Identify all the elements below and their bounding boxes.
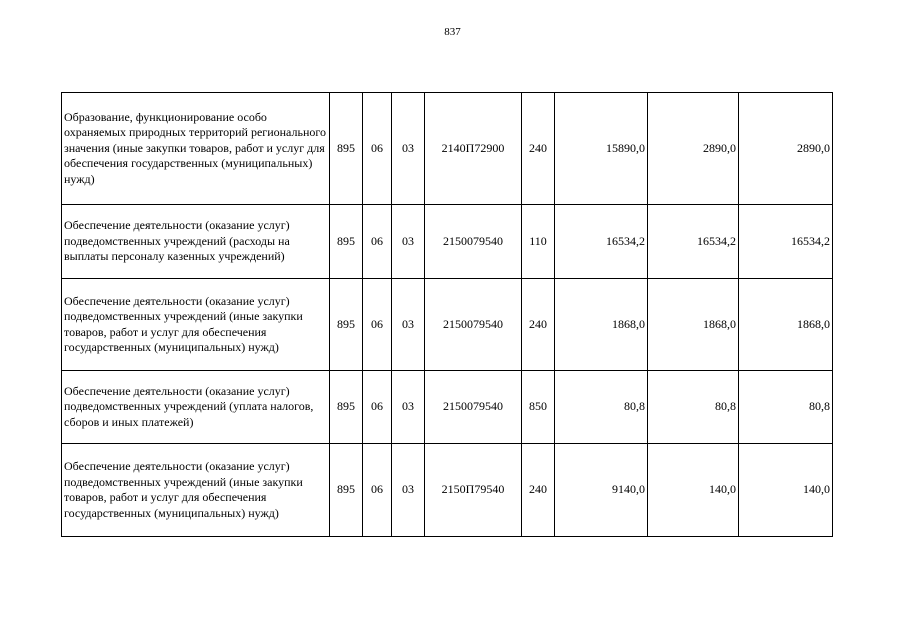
amount-2: 2890,0 [648,93,739,205]
subsection-code: 03 [392,93,425,205]
ministry-code: 895 [330,444,363,537]
row-description: Обеспечение деятельности (оказание услуг) подведомственных учреждений (иные закупки товаров, работ и услуг для обеспечения государственных (муниципальных) нужд) [62,444,330,537]
subsection-code: 03 [392,444,425,537]
subsection-code: 03 [392,205,425,279]
target-article-code: 2150П79540 [425,444,522,537]
target-article-code: 2150079540 [425,279,522,371]
table-row [62,279,833,371]
amount-3: 1868,0 [739,279,833,371]
table-row [62,93,833,205]
ministry-code: 895 [330,205,363,279]
amount-2: 1868,0 [648,279,739,371]
section-code: 06 [363,93,392,205]
amount-1: 16534,2 [555,205,648,279]
table-row [62,444,833,537]
amount-1: 9140,0 [555,444,648,537]
ministry-code: 895 [330,279,363,371]
target-article-code: 2140П72900 [425,93,522,205]
section-code: 06 [363,371,392,444]
expense-type-code: 240 [522,93,555,205]
budget-table [61,92,833,537]
subsection-code: 03 [392,371,425,444]
table-row [62,371,833,444]
page-number: 837 [444,26,461,38]
target-article-code: 2150079540 [425,205,522,279]
expense-type-code: 110 [522,205,555,279]
section-code: 06 [363,205,392,279]
amount-2: 80,8 [648,371,739,444]
section-code: 06 [363,444,392,537]
row-description: Обеспечение деятельности (оказание услуг) подведомственных учреждений (уплата налогов, сборов и иных платежей) [62,371,330,444]
amount-2: 16534,2 [648,205,739,279]
row-description: Обеспечение деятельности (оказание услуг) подведомственных учреждений (расходы на выплаты персоналу казенных учреждений) [62,205,330,279]
section-code: 06 [363,279,392,371]
amount-3: 140,0 [739,444,833,537]
amount-3: 80,8 [739,371,833,444]
amount-3: 2890,0 [739,93,833,205]
target-article-code: 2150079540 [425,371,522,444]
amount-2: 140,0 [648,444,739,537]
ministry-code: 895 [330,93,363,205]
amount-3: 16534,2 [739,205,833,279]
table-row [62,205,833,279]
amount-1: 15890,0 [555,93,648,205]
expense-type-code: 240 [522,279,555,371]
subsection-code: 03 [392,279,425,371]
amount-1: 80,8 [555,371,648,444]
expense-type-code: 240 [522,444,555,537]
amount-1: 1868,0 [555,279,648,371]
row-description: Образование, функционирование особо охраняемых природных территорий регионального значения (иные закупки товаров, работ и услуг для обеспечения государственных (муниципальных) нужд) [62,93,330,205]
ministry-code: 895 [330,371,363,444]
expense-type-code: 850 [522,371,555,444]
row-description: Обеспечение деятельности (оказание услуг) подведомственных учреждений (иные закупки товаров, работ и услуг для обеспечения государственных (муниципальных) нужд) [62,279,330,371]
